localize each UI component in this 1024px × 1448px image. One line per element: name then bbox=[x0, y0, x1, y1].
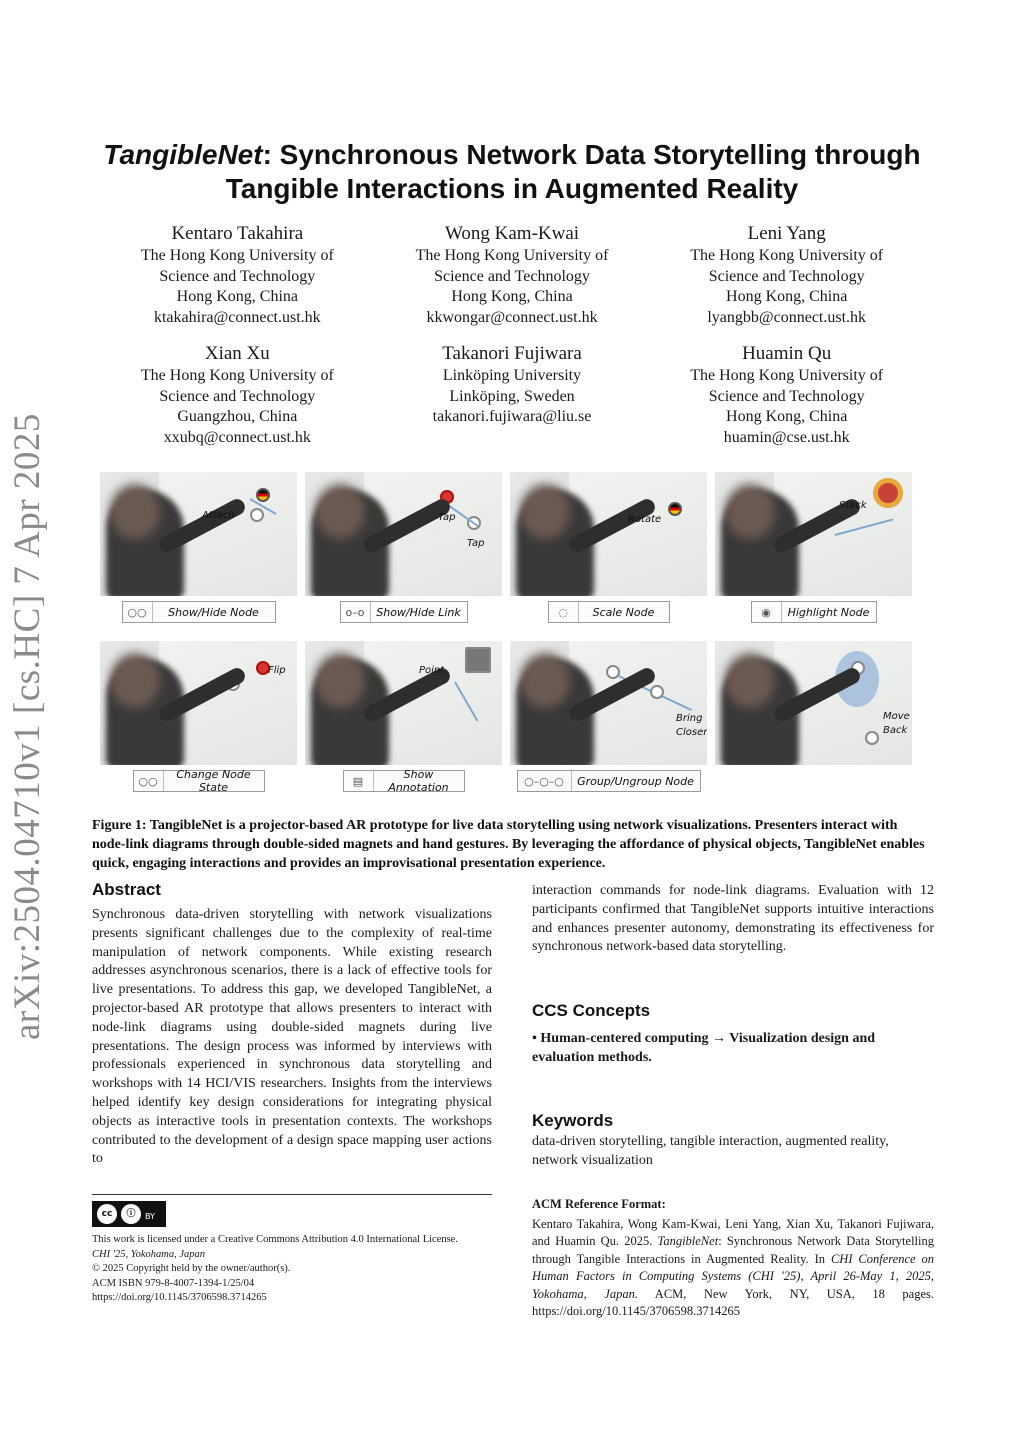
figure-panel bbox=[715, 641, 912, 792]
author-card bbox=[100, 342, 375, 448]
cc-by-badge[interactable] bbox=[92, 1201, 166, 1227]
right-column bbox=[532, 882, 934, 1171]
author-affiliation: The Hong Kong University of bbox=[415, 247, 609, 264]
author-email[interactable]: takanori.fujiwara@liu.se bbox=[432, 408, 592, 425]
author-location: Hong Kong, China bbox=[451, 288, 573, 305]
ccs-heading: CCS Concepts bbox=[532, 1001, 651, 1021]
presenter-head bbox=[110, 653, 160, 708]
author-row bbox=[100, 222, 924, 328]
author-email[interactable]: huamin@cse.ust.hk bbox=[723, 428, 850, 446]
author-affiliation: Science and Technology bbox=[159, 387, 316, 405]
interaction-tag bbox=[133, 770, 265, 792]
author-affiliation: Science and Technology bbox=[708, 387, 865, 405]
author-card bbox=[375, 222, 650, 328]
presenter-head bbox=[315, 484, 365, 539]
author-card bbox=[100, 222, 375, 328]
author-card bbox=[649, 222, 924, 328]
interaction-tag-label: Highlight Node bbox=[787, 605, 870, 619]
interaction-tag-label: Change Node State bbox=[176, 768, 251, 794]
author-name: Leni Yang bbox=[747, 223, 826, 244]
author-affiliation: The Hong Kong University of bbox=[140, 367, 334, 384]
state-icon: ○○ bbox=[134, 771, 164, 791]
interaction-tag-label: Group/Ungroup Node bbox=[577, 774, 694, 788]
presenter-photo bbox=[510, 641, 707, 765]
interaction-tag bbox=[343, 770, 465, 792]
license-text: This work is licensed under a Creative Commons Attribution 4.0 International License. bbox=[92, 1234, 458, 1245]
author-location: Hong Kong, China bbox=[726, 408, 848, 425]
author-card bbox=[375, 342, 650, 448]
title-italic-part: TangibleNet bbox=[103, 139, 263, 170]
author-name: Takanori Fujiwara bbox=[442, 343, 582, 364]
interaction-tag-label: Scale Node bbox=[592, 605, 655, 619]
author-affiliation: Linköping University bbox=[442, 367, 582, 384]
abstract-heading: Abstract bbox=[92, 880, 161, 899]
interaction-tag bbox=[548, 601, 670, 623]
figure-panel bbox=[305, 641, 502, 792]
figure-panel bbox=[100, 472, 297, 623]
presenter-head bbox=[110, 484, 160, 539]
highlighted-node bbox=[873, 478, 903, 508]
figure-panel bbox=[305, 472, 502, 623]
author-name: Kentaro Takahira bbox=[171, 223, 304, 244]
reference-tail[interactable]: ACM, New York, NY, USA, 18 pages. https://doi.org/10.1145/3706598.3714265 bbox=[532, 1286, 935, 1318]
annotation-icon: ▤ bbox=[344, 771, 374, 791]
paper-title bbox=[80, 138, 944, 206]
abstract-text: Synchronous data-driven storytelling with network visualizations presents significant challenges due to the complexity of real-time manipulation of network components. While existing research addresses asynchronous scenarios, there is a lack of effective tools for live presentations. To address this gap, we developed TangibleNet, a projector-based AR prototype that allows presenters to interact with node-link diagrams using double-sided magnets during live presentations. The design process was informed by interviews with professionals experienced in synchronous data storytelling and workshops with 14 HCI/VIS researchers. Insights from the interviews helped identify key design considerations for integrating physical objects as interactive tools in presentation contexts. The workshops contributed to the development of a design space mapping user actions to bbox=[92, 907, 492, 1167]
author-block bbox=[100, 222, 924, 462]
figure-row bbox=[100, 472, 912, 623]
gesture-label: Tap bbox=[467, 538, 485, 549]
author-affiliation: Science and Technology bbox=[708, 267, 865, 285]
attribution-icon: ⓘ bbox=[121, 1204, 141, 1224]
interaction-tag-label: Show Annotation bbox=[388, 768, 449, 794]
node-pair-icon: ○○ bbox=[123, 602, 153, 622]
author-affiliation: The Hong Kong University of bbox=[140, 247, 334, 264]
network-node bbox=[606, 665, 620, 679]
gesture-label: Move bbox=[883, 711, 910, 722]
arxiv-identifier-stamp: arXiv:2504.04710v1 [cs.HC] 7 Apr 2025 bbox=[7, 413, 48, 1040]
network-node bbox=[650, 685, 664, 699]
cc-icon: cc bbox=[97, 1204, 117, 1224]
author-affiliation: Science and Technology bbox=[434, 267, 590, 285]
author-name: Xian Xu bbox=[204, 343, 270, 364]
figure-panel bbox=[100, 641, 297, 792]
venue-text: CHI '25, Yokohama, Japan bbox=[92, 1248, 205, 1260]
presenter-head bbox=[520, 484, 570, 539]
annotation-image bbox=[465, 647, 491, 673]
presenter-photo bbox=[715, 472, 912, 596]
link-icon: o–o bbox=[341, 602, 371, 622]
author-name: Huamin Qu bbox=[742, 343, 832, 364]
author-location: Hong Kong, China bbox=[726, 288, 848, 305]
gesture-label: Back bbox=[883, 725, 908, 736]
scale-icon: ◌ bbox=[549, 602, 579, 622]
presenter-photo bbox=[100, 472, 297, 596]
author-location: Guangzhou, China bbox=[177, 408, 298, 425]
left-column bbox=[92, 878, 492, 1169]
gesture-label: Tap bbox=[438, 512, 456, 523]
reference-title-italic: TangibleNet bbox=[657, 1234, 719, 1248]
abstract-text-continued: interaction commands for node-link diagrams. Evaluation with 12 participants confirmed that TangibleNet supports intuitive interactions and enhances presenter autonomy, demonstrating its effectiveness for synchronous network-based data storytelling. bbox=[532, 883, 934, 955]
author-card bbox=[649, 342, 924, 448]
acm-reference bbox=[532, 1196, 934, 1321]
gesture-label: Rotate bbox=[628, 514, 662, 525]
license-block bbox=[92, 1194, 492, 1306]
gesture-label: Attach bbox=[202, 510, 235, 521]
interaction-tag bbox=[122, 601, 276, 623]
group-icon: ○–○–○ bbox=[518, 771, 572, 791]
presenter-head bbox=[315, 653, 365, 708]
interaction-tag bbox=[517, 770, 701, 792]
author-email[interactable]: lyangbb@connect.ust.hk bbox=[707, 308, 867, 326]
teaser-figure bbox=[100, 472, 912, 792]
gesture-label: Flip bbox=[268, 665, 286, 676]
network-node bbox=[865, 731, 879, 745]
reference-venue: CHI Conference on Human Factors in Computing Systems (CHI '25), April 26-May 1, 2025, Yokohama, Japan. bbox=[532, 1251, 935, 1301]
network-node bbox=[668, 502, 682, 516]
author-affiliation: Science and Technology bbox=[159, 267, 316, 285]
author-location: Hong Kong, China bbox=[176, 288, 298, 305]
author-email[interactable]: kkwongar@connect.ust.hk bbox=[426, 308, 598, 326]
author-row bbox=[100, 342, 924, 448]
presenter-head bbox=[520, 653, 570, 708]
author-email[interactable]: xxubq@connect.ust.hk bbox=[163, 428, 311, 446]
presenter-photo bbox=[100, 641, 297, 765]
isbn-text: ACM ISBN 979-8-4007-1394-1/25/04 bbox=[92, 1277, 255, 1289]
title-rest: : Synchronous Network Data Storytelling through Tangible Interactions in Augmented Reality bbox=[225, 139, 921, 204]
interaction-tag bbox=[340, 601, 468, 623]
presenter-photo bbox=[305, 472, 502, 596]
author-affiliation: The Hong Kong University of bbox=[690, 367, 884, 384]
gesture-label: Closer bbox=[676, 727, 707, 738]
author-email[interactable]: ktakahira@connect.ust.hk bbox=[153, 308, 321, 326]
figure-panel bbox=[510, 641, 707, 792]
ccs-concepts: • Human-centered computing → Visualization design and evaluation methods. bbox=[532, 1031, 876, 1066]
author-affiliation: Linköping, Sweden bbox=[449, 387, 575, 405]
figure-panel bbox=[510, 472, 707, 623]
gesture-label: Point bbox=[419, 665, 445, 676]
reference-title: : Synchronous Network Data Storytelling through Tangible Interactions in Augmented Reality. In bbox=[532, 1234, 934, 1266]
doi-link[interactable]: https://doi.org/10.1145/3706598.3714265 bbox=[92, 1292, 267, 1303]
presenter-photo bbox=[510, 472, 707, 596]
gesture-label: Stack bbox=[839, 500, 867, 511]
keywords-text: data-driven storytelling, tangible interaction, augmented reality, network visualization bbox=[532, 1134, 889, 1168]
presenter-photo bbox=[715, 641, 912, 765]
author-affiliation: The Hong Kong University of bbox=[690, 247, 884, 264]
reference-authors: Kentaro Takahira, Wong Kam-Kwai, Leni Yang, Xian Xu, Takanori Fujiwara, and Huamin Qu. 2025. bbox=[532, 1216, 934, 1248]
copyright-text: © 2025 Copyright held by the owner/author(s). bbox=[92, 1263, 291, 1274]
interaction-tag-label: Show/Hide Link bbox=[376, 605, 461, 619]
highlight-icon: ◉ bbox=[752, 602, 782, 622]
acm-reference-label: ACM Reference Format: bbox=[532, 1197, 666, 1211]
network-node bbox=[256, 488, 270, 502]
presenter-photo bbox=[305, 641, 502, 765]
interaction-tag-label: Show/Hide Node bbox=[168, 605, 259, 619]
by-label: BY bbox=[145, 1211, 155, 1221]
interaction-tag bbox=[751, 601, 877, 623]
presenter-head bbox=[725, 484, 775, 539]
gesture-label: Bring bbox=[676, 713, 703, 724]
network-node bbox=[250, 508, 264, 522]
author-name: Wong Kam-Kwai bbox=[444, 223, 580, 244]
figure-caption: Figure 1: TangibleNet is a projector-based AR prototype for live data storytelling using network visualizations. Presenters interact with node-link diagrams through double-sided magnets and hand gestures. By leveraging the affordance of physical objects, TangibleNet enables quick, engaging interactions and provides an improvisational presentation experience. bbox=[92, 818, 925, 871]
presenter-head bbox=[725, 653, 775, 708]
figure-row bbox=[100, 641, 912, 792]
keywords-heading: Keywords bbox=[532, 1111, 614, 1131]
figure-panel bbox=[715, 472, 912, 623]
